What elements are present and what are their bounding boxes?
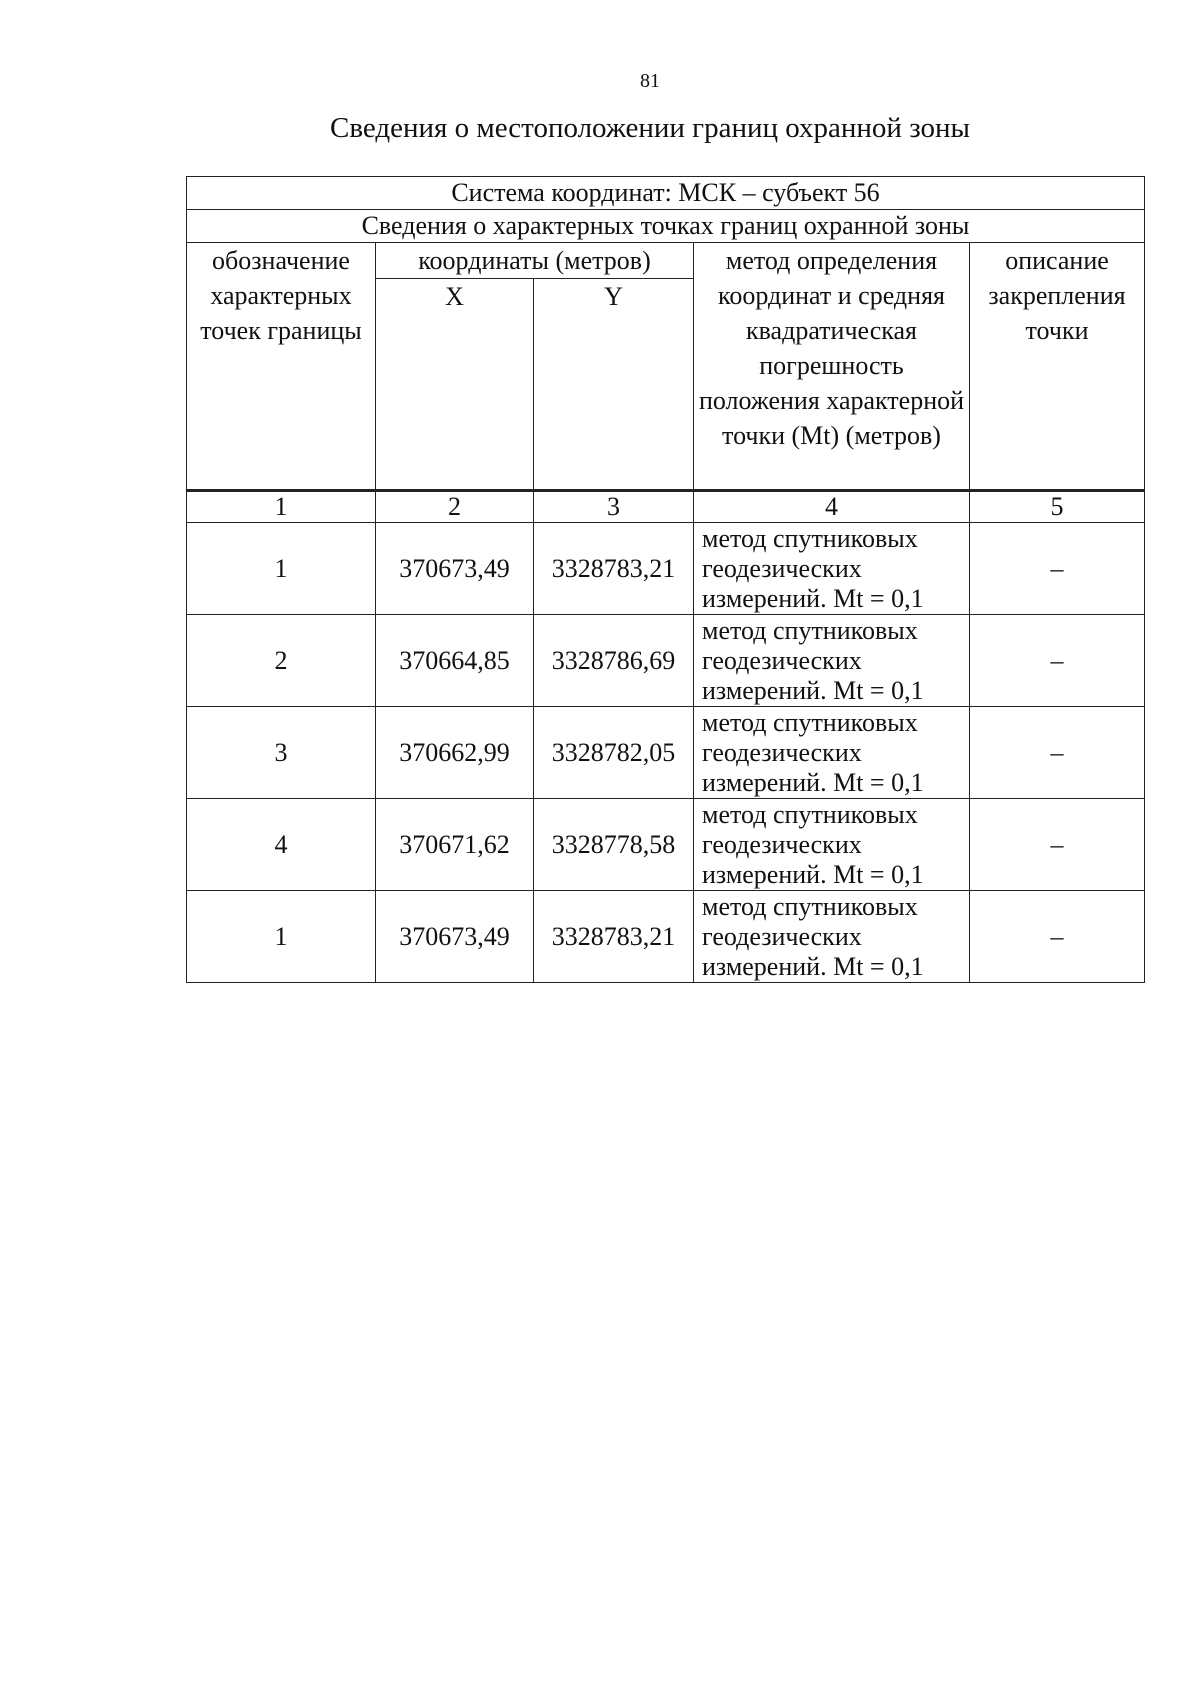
header-description: описание закрепления точки <box>970 243 1145 491</box>
description-cell: – <box>970 799 1145 891</box>
table-row <box>187 615 1145 707</box>
y-cell: 3328783,21 <box>534 891 694 983</box>
page-title: Сведения о местоположении границ охранной зоны <box>329 112 970 144</box>
boundary-points-table <box>186 176 1145 983</box>
description-cell: – <box>970 707 1145 799</box>
method-cell: метод спутниковых геодезических измерений. Mt = 0,1 <box>694 707 970 799</box>
x-cell: 370673,49 <box>376 891 534 983</box>
x-cell: 370673,49 <box>376 523 534 615</box>
column-number: 4 <box>694 491 970 523</box>
method-cell: метод спутниковых геодезических измерений. Mt = 0,1 <box>694 891 970 983</box>
description-cell: – <box>970 891 1145 983</box>
column-number: 5 <box>970 491 1145 523</box>
header-x: X <box>376 279 534 491</box>
method-cell: метод спутниковых геодезических измерений. Mt = 0,1 <box>694 615 970 707</box>
x-cell: 370662,99 <box>376 707 534 799</box>
table-row <box>187 707 1145 799</box>
y-cell: 3328778,58 <box>534 799 694 891</box>
table-row <box>187 799 1145 891</box>
column-number: 2 <box>376 491 534 523</box>
point-cell: 1 <box>187 523 376 615</box>
x-cell: 370664,85 <box>376 615 534 707</box>
point-cell: 3 <box>187 707 376 799</box>
column-number: 3 <box>534 491 694 523</box>
column-number: 1 <box>187 491 376 523</box>
description-cell: – <box>970 615 1145 707</box>
x-cell: 370671,62 <box>376 799 534 891</box>
point-cell: 4 <box>187 799 376 891</box>
y-cell: 3328783,21 <box>534 523 694 615</box>
header-point: обозначение характерных точек границы <box>187 243 376 491</box>
coordinate-system-row: Система координат: МСК – субъект 56 <box>187 177 1145 210</box>
table-row <box>187 891 1145 983</box>
description-cell: – <box>970 523 1145 615</box>
y-cell: 3328782,05 <box>534 707 694 799</box>
page-number: 81 <box>640 70 660 92</box>
section-row: Сведения о характерных точках границ охранной зоны <box>187 210 1145 243</box>
table-row <box>187 523 1145 615</box>
method-cell: метод спутниковых геодезических измерений. Mt = 0,1 <box>694 523 970 615</box>
header-method: метод определения координат и средняя квадратическая погрешность положения характерной точки (Mt) (метров) <box>694 243 970 491</box>
y-cell: 3328786,69 <box>534 615 694 707</box>
header-coordinates: координаты (метров) <box>376 243 694 279</box>
method-cell: метод спутниковых геодезических измерений. Mt = 0,1 <box>694 799 970 891</box>
point-cell: 1 <box>187 891 376 983</box>
point-cell: 2 <box>187 615 376 707</box>
header-y: Y <box>534 279 694 491</box>
